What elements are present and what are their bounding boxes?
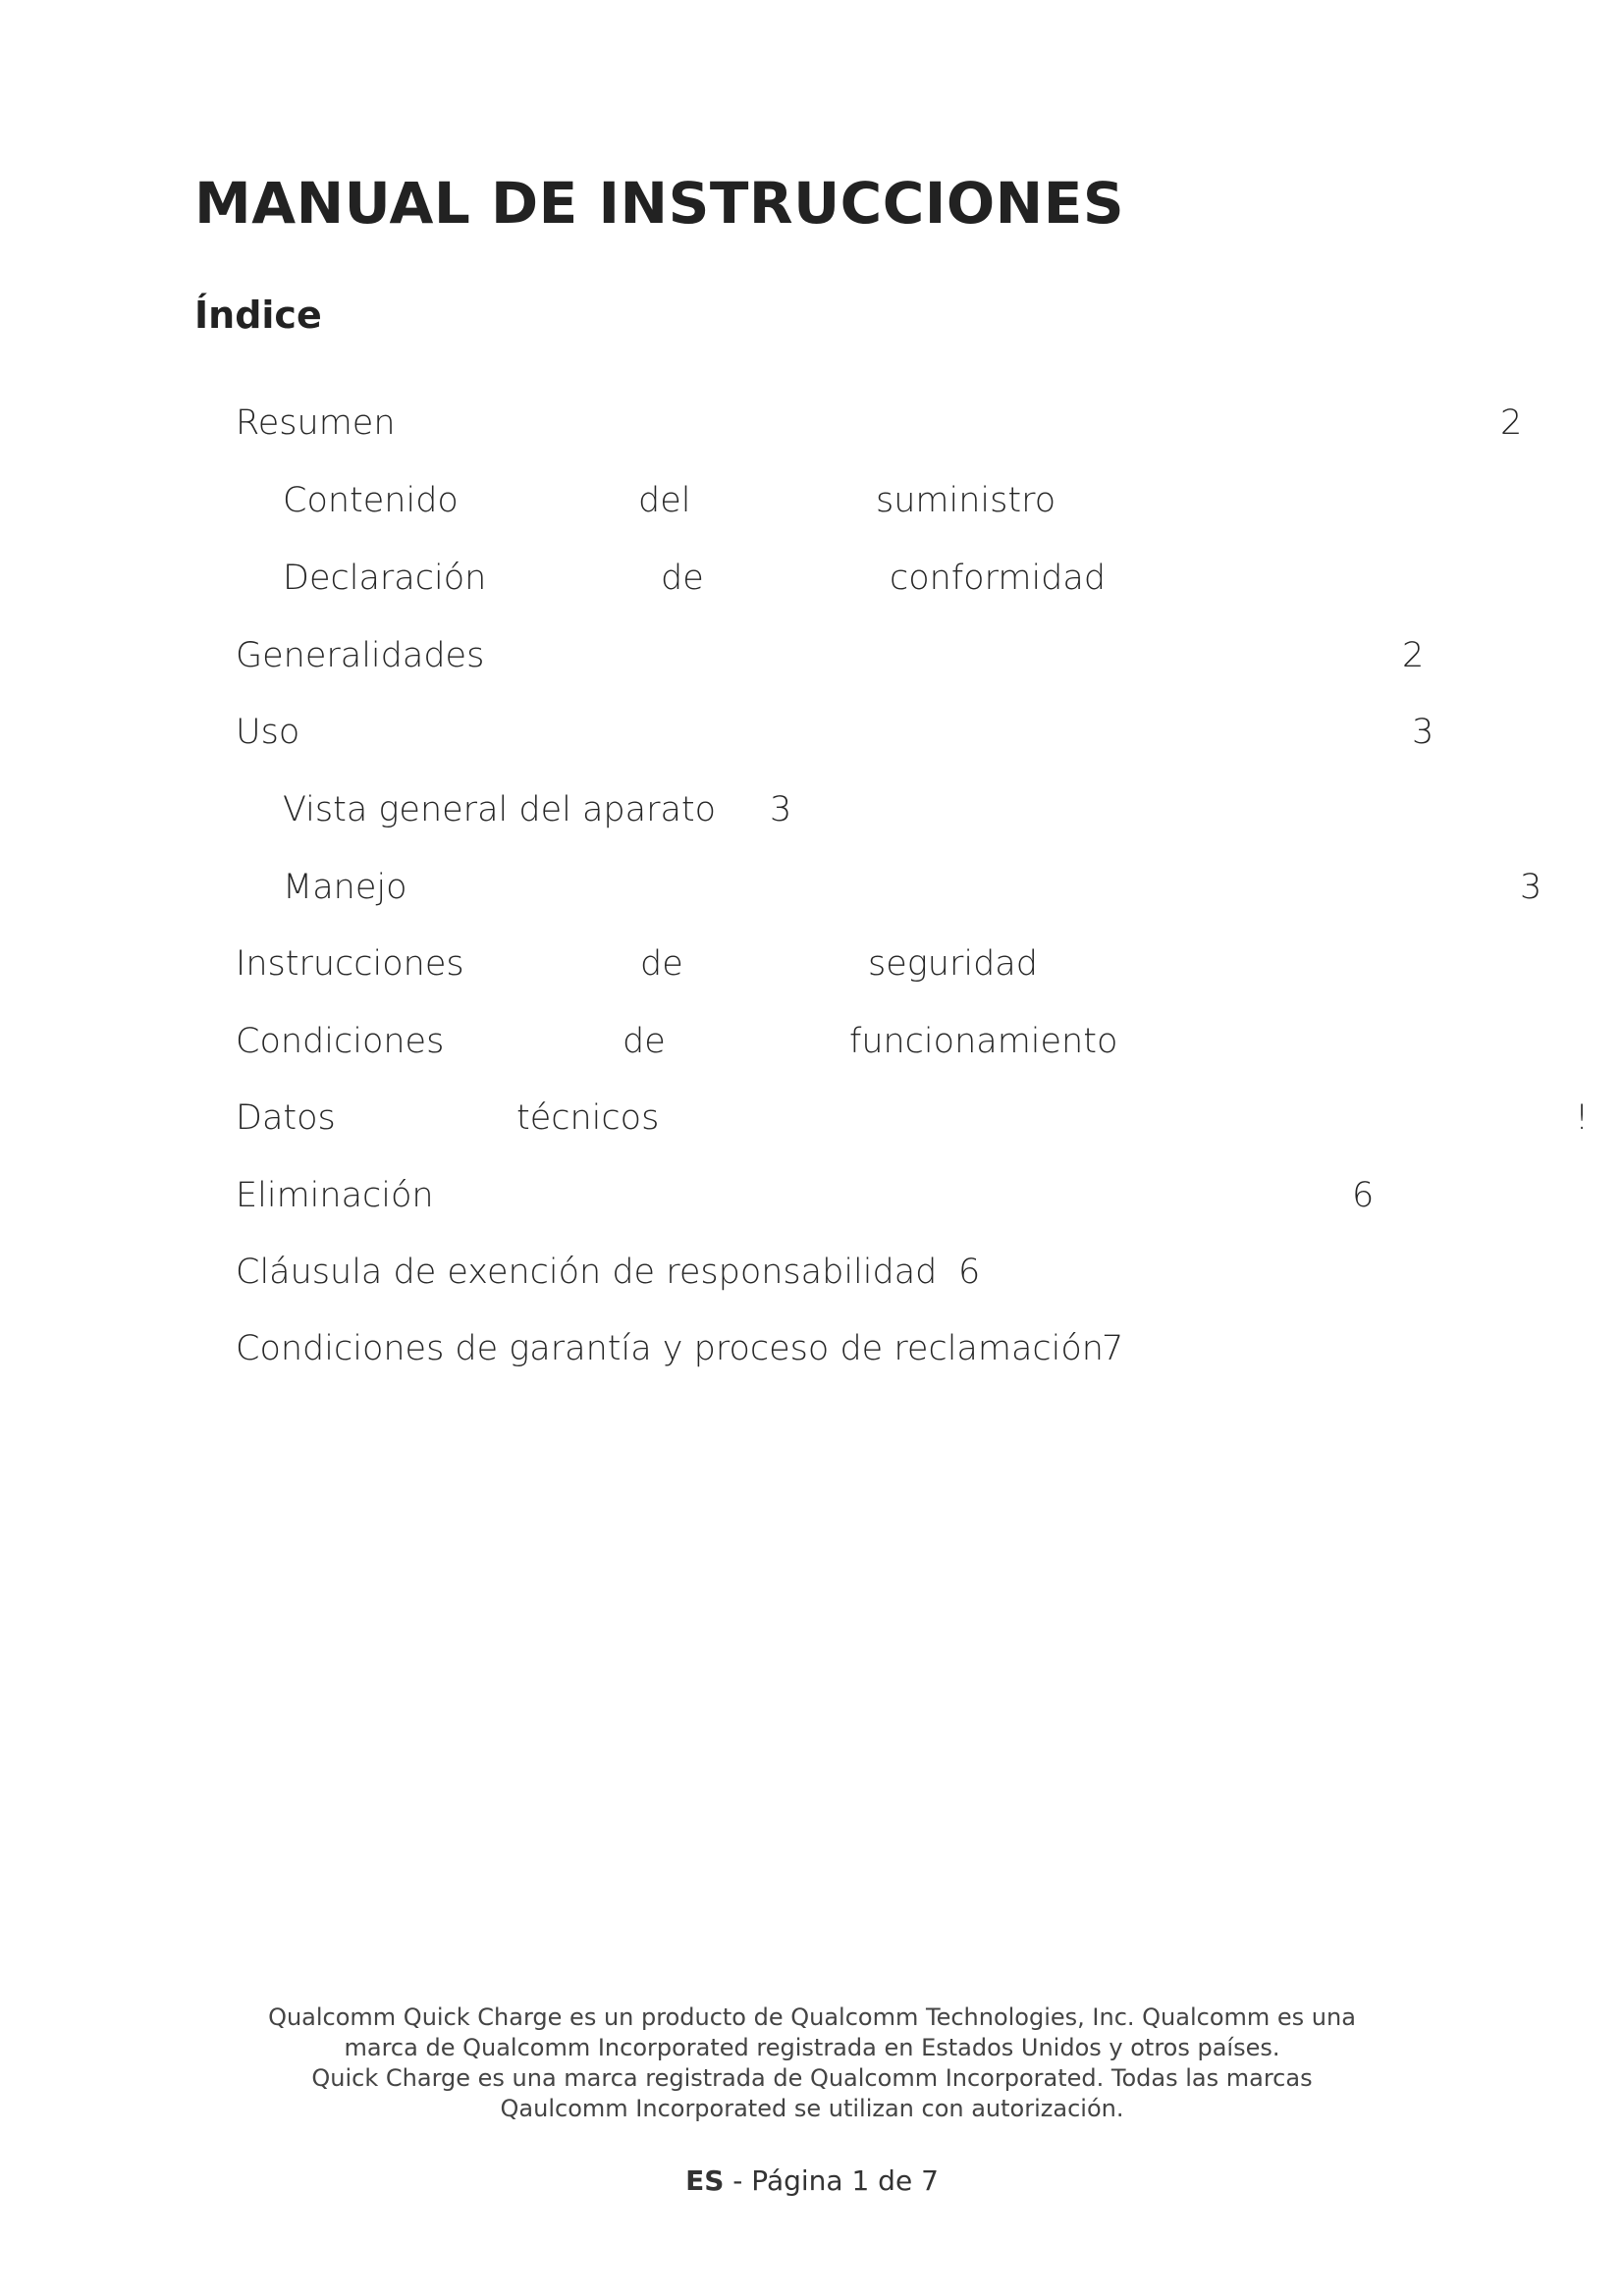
toc-entry-clausula: Cláusula de exención de responsabilidad — [236, 1253, 938, 1292]
trademark-note — [0, 2002, 1624, 2124]
page-number-label: - Página 1 de 7 — [724, 2164, 939, 2197]
toc-entry-word: seguridad — [868, 944, 1038, 984]
toc-entry-uso: Uso — [236, 713, 300, 752]
toc-entry-eliminacion: Eliminación — [236, 1176, 434, 1215]
toc-entry-word: Contenido — [283, 481, 459, 520]
toc-entry-word: funcionamiento — [849, 1022, 1118, 1061]
toc-entry-word: de — [640, 944, 683, 984]
toc-page-number: 6 — [958, 1253, 981, 1292]
toc-entry-word: de — [661, 559, 704, 598]
toc-entry-manejo: Manejo — [283, 868, 407, 907]
page-footer — [0, 2164, 1624, 2197]
toc-page-number: 6 — [1352, 1176, 1375, 1215]
toc-entry-garantia: Condiciones de garantía y proceso de reclamación — [236, 1329, 1104, 1368]
toc-entry-word: del — [638, 481, 691, 520]
page-title: MANUAL DE INSTRUCCIONES — [194, 170, 1125, 237]
toc-entry-word: conformidad — [890, 559, 1107, 598]
toc-entry-word: Condiciones — [236, 1022, 445, 1061]
toc-entry-word: de — [623, 1022, 666, 1061]
toc-entry-word: Datos — [236, 1098, 336, 1138]
trademark-note-line: Quick Charge es una marca registrada de Qualcomm Incorporated. Todas las marcas — [311, 2064, 1313, 2092]
toc-entry-resumen: Resumen — [236, 403, 396, 443]
toc-entry-word: suministro — [876, 481, 1056, 520]
toc-page-number: 3 — [1412, 713, 1435, 752]
trademark-note-line: Qualcomm Quick Charge es un producto de Qualcomm Technologies, Inc. Qualcomm es una — [268, 2003, 1356, 2031]
toc-page-number: 2 — [1500, 403, 1523, 443]
toc-entry-vista-general: Vista general del aparato — [283, 790, 717, 829]
toc-page-number: 2 — [1402, 636, 1425, 675]
toc-entry-generalidades: Generalidades — [236, 636, 485, 675]
toc-entry-word: Instrucciones — [236, 944, 464, 984]
trademark-note-line: marca de Qualcomm Incorporated registrada en Estados Unidos y otros países. — [344, 2034, 1280, 2061]
index-heading: Índice — [194, 294, 322, 337]
toc-entry-word: Declaración — [283, 559, 487, 598]
toc-entry-word: técnicos — [516, 1098, 660, 1138]
toc-page-number: 3 — [770, 790, 792, 829]
trademark-note-line: Qaulcomm Incorporated se utilizan con autorización. — [500, 2095, 1124, 2122]
toc-page-number: 7 — [1102, 1329, 1124, 1368]
toc-page-number: ! — [1575, 1098, 1590, 1138]
toc-page-number: 3 — [1520, 868, 1543, 907]
language-code: ES — [685, 2164, 725, 2197]
